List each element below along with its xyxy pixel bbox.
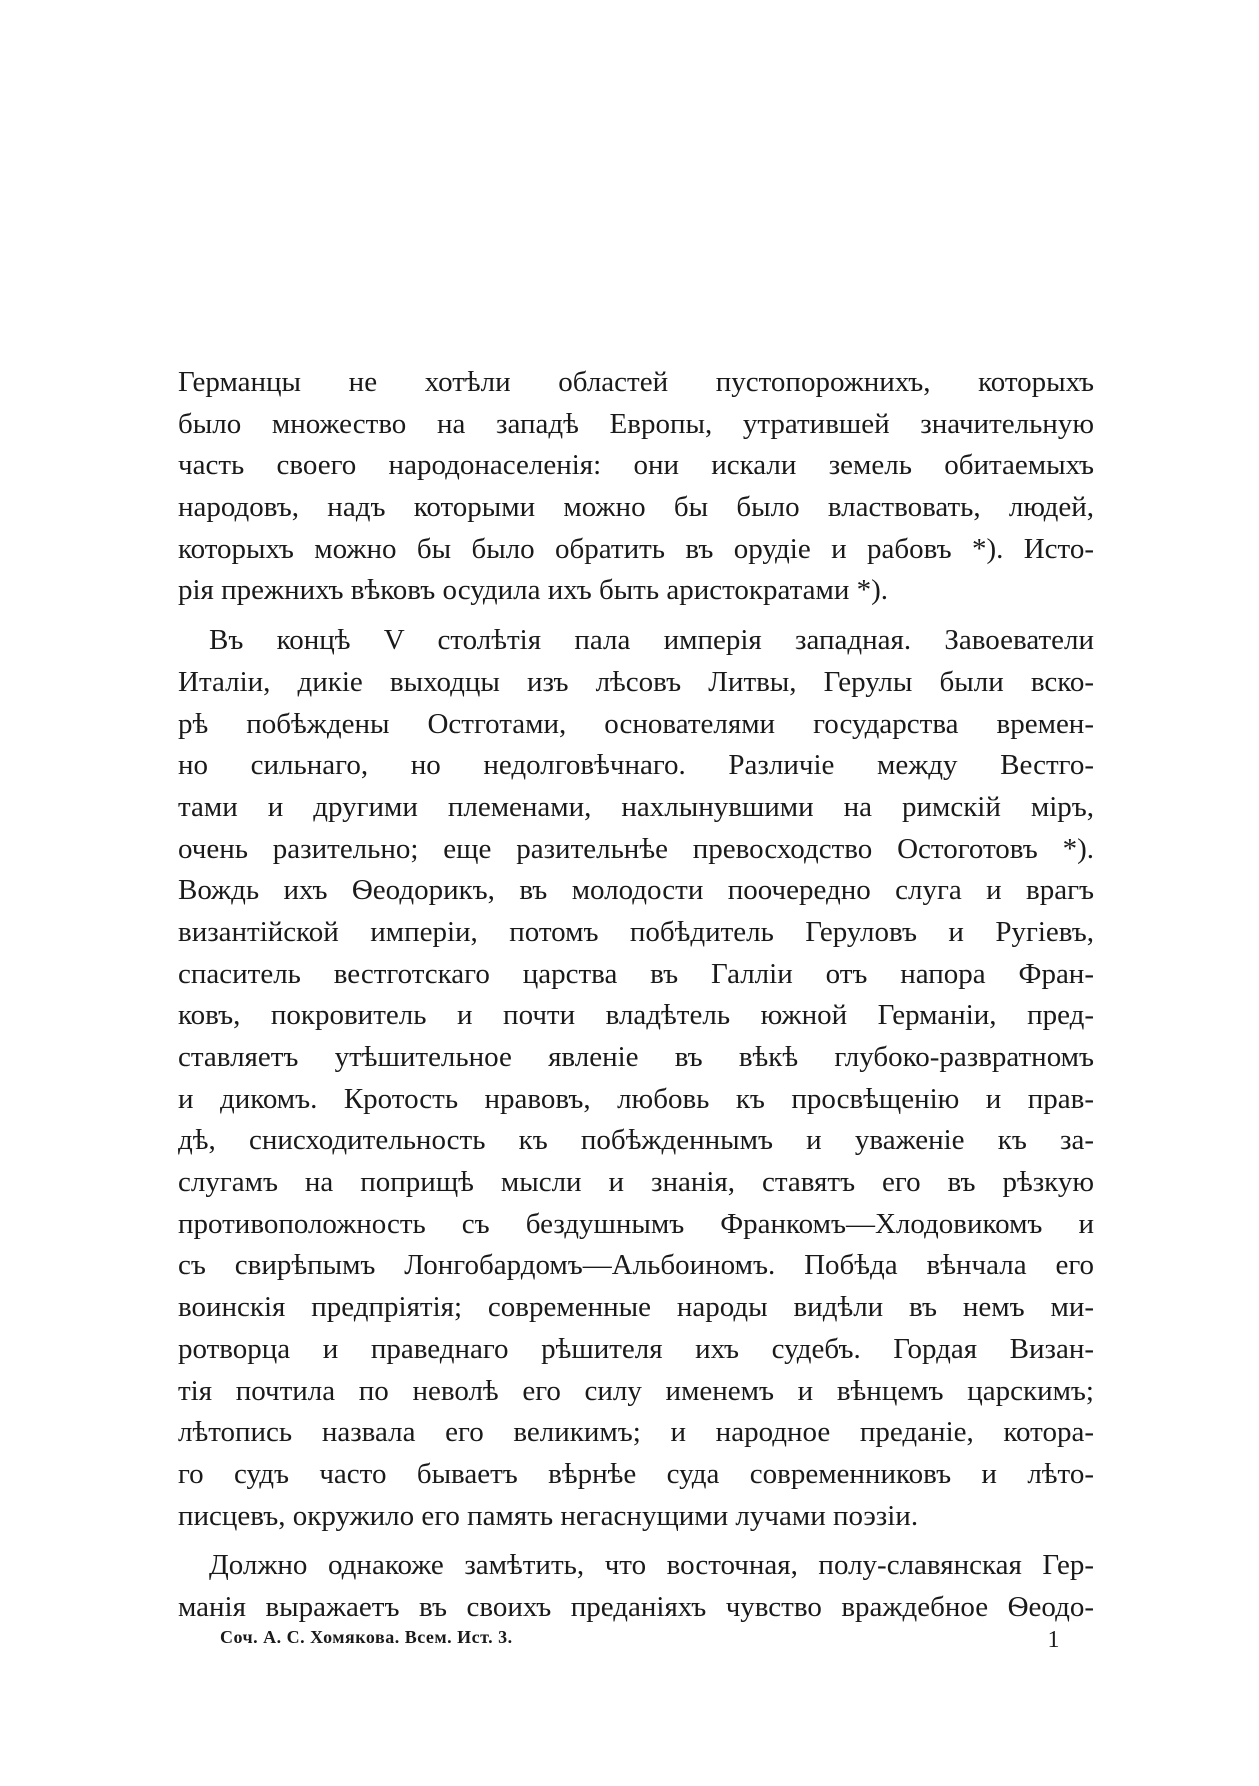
text-line: Должно однакоже замѣтить, что восточная, полу-славянская Гер- [209, 1549, 1094, 1582]
text-line: дѣ, снисходительность къ побѣжденнымъ и уваженіе къ за- [178, 1124, 1094, 1157]
text-line: го судъ часто бываетъ вѣрнѣе суда современниковъ и лѣто- [178, 1457, 1094, 1490]
text-line: ставляетъ утѣшительное явленіе въ вѣкѣ глубоко-развратномъ [178, 1041, 1094, 1073]
text-line: народовъ, надъ которыми можно бы было властвовать, людей, [178, 491, 1094, 524]
text-line: очень разительно; еще разительнѣе превосходство Остоготовъ *). [178, 832, 1094, 865]
text-line: тами и другими племенами, нахлынувшими на римскій міръ, [178, 790, 1094, 823]
text-line: часть своего народонаселенія: они искали земель обитаемыхъ [178, 449, 1094, 482]
page-footer [220, 1627, 1060, 1657]
text-line: воинскія предпріятія; современные народы видѣли въ немъ ми- [178, 1291, 1094, 1324]
text-line: противоположность съ бездушнымъ Франкомъ—Хлодовикомъ и [178, 1207, 1094, 1240]
text-line: лѣтопись назвала его великимъ; и народное преданіе, котора- [178, 1416, 1094, 1449]
paragraph-2 [178, 620, 1094, 1537]
text-line: спаситель вестготскаго царства въ Галліи отъ напора Фран- [178, 957, 1094, 990]
text-line: тія почтила по неволѣ его силу именемъ и вѣнцемъ царскимъ; [178, 1374, 1094, 1407]
text-line: рія прежнихъ вѣковъ осудила ихъ быть аристократами *). [178, 574, 889, 607]
text-line: ротворца и праведнаго рѣшителя ихъ судебъ. Гордая Визан- [178, 1332, 1094, 1365]
text-line: византійской имперіи, потомъ побѣдитель Геруловъ и Ругіевъ, [178, 915, 1094, 948]
text-line: Италіи, дикіе выходцы изъ лѣсовъ Литвы, Герулы были вско- [178, 665, 1094, 698]
text-line: и дикомъ. Кротость нравовъ, любовь къ просвѣщенію и прав- [178, 1082, 1094, 1115]
text-line: ковъ, покровитель и почти владѣтель южной Германіи, пред- [178, 999, 1094, 1032]
text-line: слугамъ на поприщѣ мысли и знанія, ставятъ его въ рѣзкую [178, 1166, 1094, 1199]
text-line: рѣ побѣждены Остготами, основателями государства времен- [178, 707, 1094, 740]
text-line: Въ концѣ V столѣтія пала имперія западная. Завоеватели [209, 624, 1094, 657]
paragraph-1 [178, 362, 1094, 612]
body-text [178, 362, 1094, 1629]
page-number: 1 [1047, 1627, 1060, 1653]
text-line: писцевъ, окружило его память негаснущими лучами поэзіи. [178, 1499, 919, 1532]
text-line: Вождь ихъ Ѳеодорикъ, въ молодости поочередно слуга и врагъ [178, 874, 1094, 907]
paragraph-3 [178, 1545, 1094, 1628]
text-line: но сильнаго, но недолговѣчнаго. Различіе между Вестго- [178, 749, 1094, 782]
text-line: манія выражаетъ въ своихъ преданіяхъ чувство враждебное Ѳеодо- [178, 1590, 1094, 1623]
text-line: Германцы не хотѣли областей пустопорожнихъ, которыхъ [178, 366, 1094, 398]
text-line: которыхъ можно бы было обратить въ орудіе и рабовъ *). Исто- [178, 532, 1094, 565]
text-line: было множество на западѣ Европы, утратившей значительную [178, 407, 1094, 440]
footer-signature: Соч. А. С. Хомякова. Всем. Ист. 3. [220, 1627, 513, 1647]
text-line: съ свирѣпымъ Лонгобардомъ—Альбоиномъ. Побѣда вѣнчала его [178, 1249, 1094, 1282]
